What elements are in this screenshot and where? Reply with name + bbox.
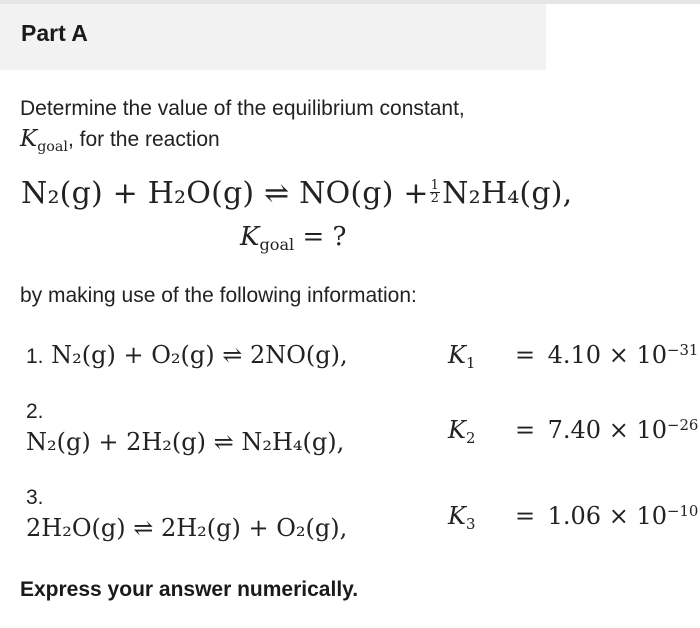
given-equation-1: N₂(g) + O₂(g) ⇌ 2NO(g), — [51, 341, 348, 369]
k2-symbol: K — [448, 416, 466, 444]
given-number-1: 1. — [26, 345, 44, 368]
k2-subscript: 2 — [465, 428, 476, 447]
one-half-fraction — [430, 177, 440, 206]
k2-equals: = — [514, 416, 536, 444]
kgoal-question — [240, 222, 347, 255]
k2-exponent: −26 — [666, 415, 699, 434]
kgoal-line-rest: = ? — [302, 222, 347, 252]
k2-value — [448, 415, 699, 447]
kgoal-line-subscript: goal — [259, 235, 295, 255]
equilibrium-arrow: ⇌ — [264, 176, 290, 211]
part-header — [0, 4, 546, 70]
fraction-numerator: 1 — [430, 177, 440, 193]
k3-exponent: −10 — [666, 501, 699, 520]
k2-mantissa: 7.40 × 10 — [547, 416, 667, 444]
kgoal-symbol: K — [20, 126, 38, 152]
k1-subscript: 1 — [465, 353, 476, 372]
prompt-line-1: Determine the value of the equilibrium constant, — [20, 97, 465, 120]
target-reaction-rhs-2: N₂H₄(g), — [442, 176, 573, 211]
k3-subscript: 3 — [465, 514, 476, 533]
info-intro: by making use of the following information: — [20, 284, 417, 307]
k1-exponent: −31 — [666, 340, 699, 359]
given-equation-2: N₂(g) + 2H₂(g) ⇌ N₂H₄(g), — [26, 428, 345, 456]
kgoal-subscript: goal — [37, 138, 68, 155]
target-reaction-lhs: N₂(g) + H₂O(g) — [21, 176, 255, 211]
k1-mantissa: 4.10 × 10 — [547, 341, 667, 369]
k3-mantissa: 1.06 × 10 — [547, 502, 667, 530]
fraction-denominator: 2 — [430, 190, 440, 206]
given-reaction-1 — [26, 341, 348, 369]
given-equation-3: 2H₂O(g) ⇌ 2H₂(g) + O₂(g), — [26, 514, 348, 542]
k1-value — [448, 340, 699, 372]
part-title: Part A — [21, 20, 88, 46]
target-reaction — [21, 176, 572, 211]
k3-symbol: K — [448, 502, 466, 530]
prompt-line-2 — [20, 124, 680, 158]
k1-equals: = — [514, 341, 536, 369]
question-prompt — [20, 93, 680, 158]
k3-equals: = — [514, 502, 536, 530]
kgoal-line-symbol: K — [240, 222, 260, 252]
k3-value — [448, 501, 699, 533]
answer-instruction: Express your answer numerically. — [20, 578, 359, 601]
given-number-3: 3. — [26, 486, 44, 509]
k1-symbol: K — [448, 341, 466, 369]
given-number-2: 2. — [26, 400, 44, 423]
target-reaction-rhs-1: NO(g) + — [299, 176, 429, 211]
prompt-line-2-tail: , for the reaction — [67, 128, 220, 151]
